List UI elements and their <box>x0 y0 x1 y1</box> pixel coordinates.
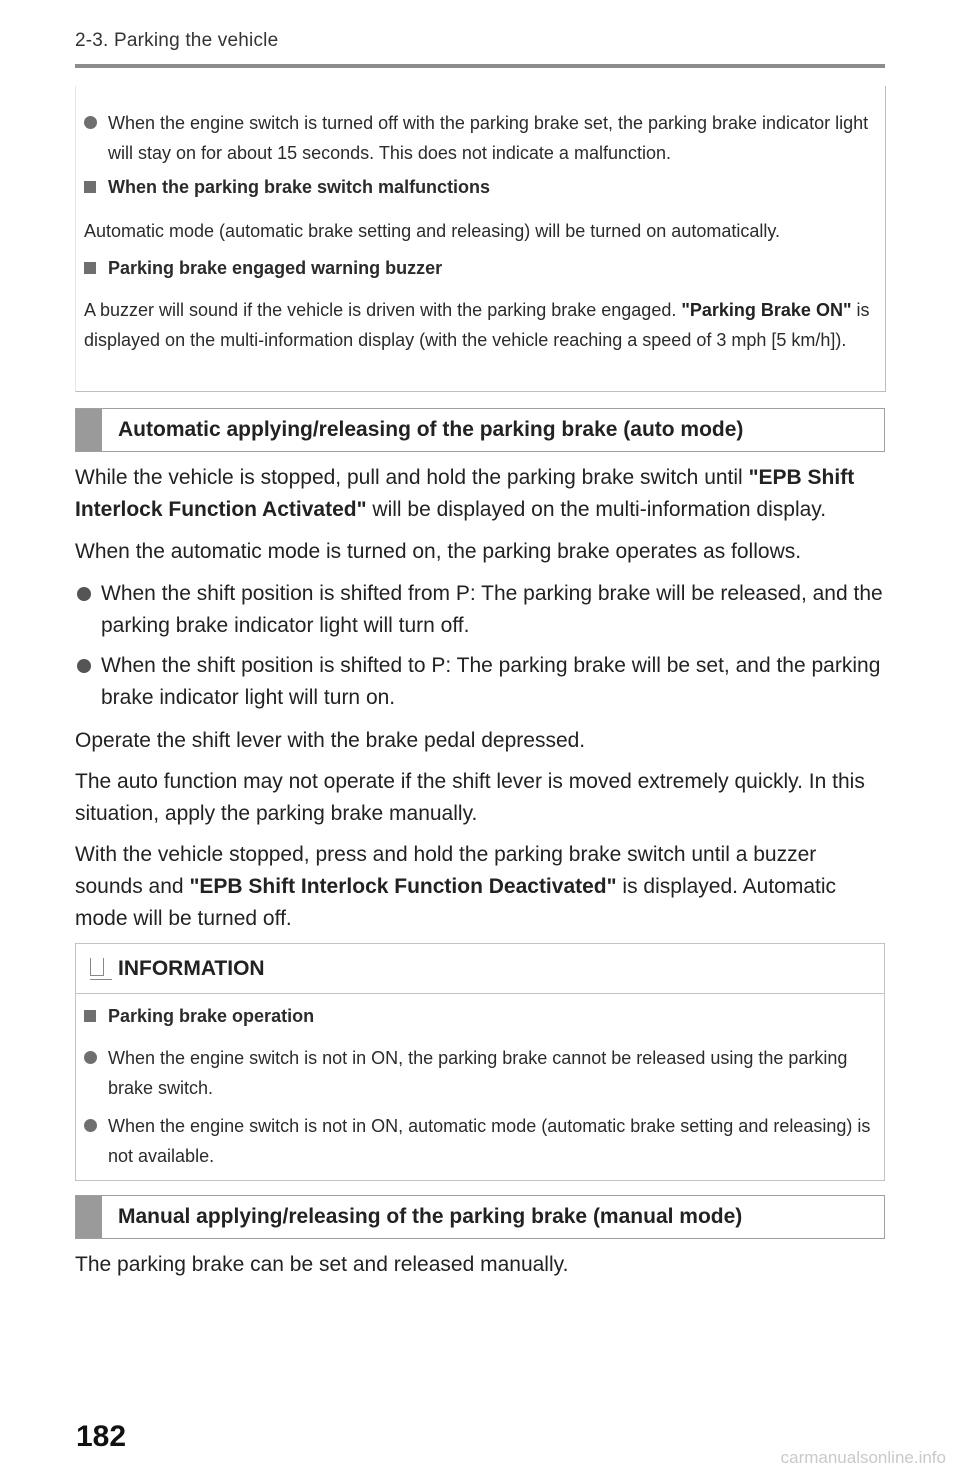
display-message: "EPB Shift Interlock Function Activated" <box>75 466 855 521</box>
square-bullet-icon <box>84 181 96 193</box>
bullet-icon <box>77 587 91 601</box>
text-run: With the vehicle stopped, press and hold the parking brake switch until a buzzer sounds and <box>75 843 817 898</box>
note-paragraph <box>84 295 874 355</box>
subheading-warning-buzzer <box>84 258 442 279</box>
note-paragraph: Automatic mode (automatic brake setting and releasing) will be turned on automatically. <box>84 221 781 241</box>
header-rule <box>75 64 885 68</box>
text-run: will be displayed on the multi-information display. <box>366 498 827 521</box>
info-bullet <box>82 1043 872 1103</box>
bullet-icon <box>84 116 97 129</box>
bullet-icon <box>84 1119 97 1132</box>
text-run: A buzzer will sound if the vehicle is driven with the parking brake engaged. <box>84 300 682 320</box>
paragraph: Operate the shift lever with the brake pedal depressed. <box>75 729 586 752</box>
section-tab <box>76 409 102 451</box>
note-bullet <box>82 108 872 168</box>
paragraph: The auto function may not operate if the shift lever is moved extremely quickly. In this situation, apply the parking brake manually. <box>75 770 865 825</box>
section-tab <box>76 1196 102 1238</box>
running-header: 2-3. Parking the vehicle <box>75 30 279 51</box>
paragraph: When the automatic mode is turned on, the parking brake operates as follows. <box>75 540 802 563</box>
subheading-switch-malfunction <box>84 177 490 198</box>
square-bullet-icon <box>84 1010 96 1022</box>
info-bullet-text: When the engine switch is not in ON, the parking brake cannot be released using the parking brake switch. <box>108 1048 848 1098</box>
note-bullet-text: When the engine switch is turned off with the parking brake set, the parking brake indicator light will stay on for about 15 seconds. This does not indicate a malfunction. <box>108 113 869 163</box>
paragraph <box>75 839 887 935</box>
watermark: carmanualsonline.info <box>780 1448 946 1467</box>
text-run: is displayed on the multi-information display (with the vehicle reaching a speed of 3 mph [5 km/h]). <box>84 300 870 350</box>
subheading-text: Parking brake engaged warning buzzer <box>108 258 443 278</box>
bullet-item <box>75 650 887 714</box>
information-icon <box>90 958 104 976</box>
info-bullet-text: When the engine switch is not in ON, automatic mode (automatic brake setting and releasing) is not available. <box>108 1116 871 1166</box>
display-message: "Parking Brake ON" <box>681 300 852 320</box>
information-title: INFORMATION <box>118 957 265 980</box>
text-run: While the vehicle is stopped, pull and hold the parking brake switch until <box>75 466 749 489</box>
section-heading-manual-mode <box>75 1195 885 1239</box>
paragraph: The parking brake can be set and released manually. <box>75 1253 569 1276</box>
square-bullet-icon <box>84 262 96 274</box>
section-title: Automatic applying/releasing of the parking brake (auto mode) <box>118 418 744 441</box>
subheading-brake-operation <box>84 1006 314 1027</box>
bullet-text: When the shift position is shifted to P: The parking brake will be set, and the parking brake indicator light will turn on. <box>101 654 881 709</box>
bullet-icon <box>77 659 91 673</box>
display-message: "EPB Shift Interlock Function Deactivated" <box>189 875 617 898</box>
section-title: Manual applying/releasing of the parking brake (manual mode) <box>118 1205 743 1228</box>
paragraph <box>75 462 887 526</box>
subheading-text: When the parking brake switch malfunctions <box>108 177 491 197</box>
bullet-text: When the shift position is shifted from P: The parking brake will be released, and the parking brake indicator light will turn off. <box>101 582 883 637</box>
information-header <box>76 944 884 994</box>
text-run: is displayed. Automatic mode will be turned off. <box>75 875 837 930</box>
page-number: 182 <box>76 1420 127 1453</box>
bullet-icon <box>84 1051 97 1064</box>
subheading-text: Parking brake operation <box>108 1006 315 1026</box>
bullet-item <box>75 578 887 642</box>
section-heading-auto-mode <box>75 408 885 452</box>
info-bullet <box>82 1111 872 1171</box>
